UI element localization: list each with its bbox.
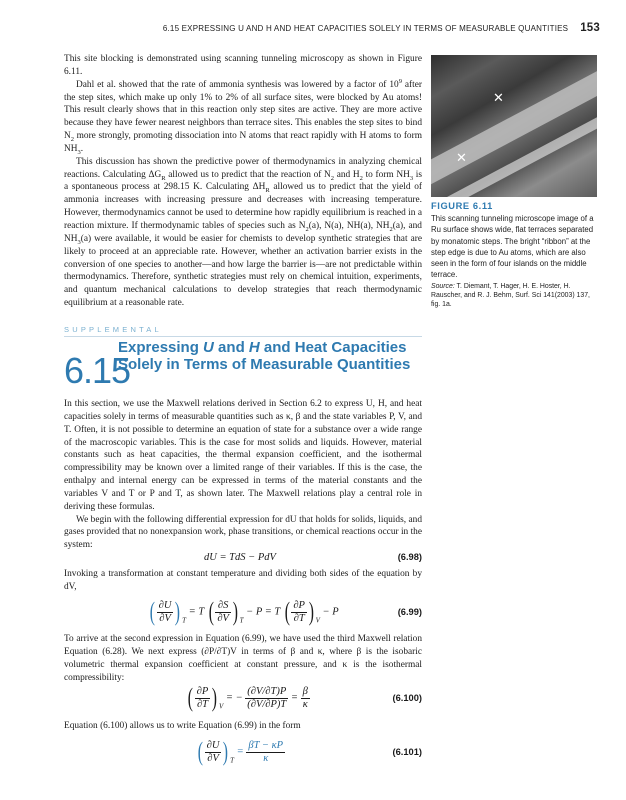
stm-image: [431, 55, 597, 197]
equation-number: (6.98): [397, 552, 422, 562]
paragraph-7: To arrive at the second expression in Equation (6.99), we have used the third Maxwell relation Equation (6.28). We next express (∂P/∂T)V in terms of β and κ, where β is the isobaric volumetric thermal expansion coefficient at constant pressure, and κ is the isothermal compressibility:: [64, 634, 422, 683]
figure-label: FIGURE 6.11: [431, 201, 493, 211]
paragraph-5: We begin with the following differential expression for dU that holds for solids, liquids, and gases provided that no nonexpansion work, phase transitions, or chemical reactions occur in the system:: [64, 514, 422, 551]
paragraph-3: This discussion has shown the predictive power of thermodynamics in analyzing chemical reactions. Calculating $\Delta G_R$ allowed us to predict that the reaction of $N_2$ and $H_2$ to form $NH_3$ is a spontaneous process at 298.15 K. Calculating $\Delta H_R$ allowed us to predict that the yield of ammonia increases with increasing pressure and decreases with increasing temperature. However, thermodynamics cannot be used to determine how rapidly equilibrium is reached in a reaction mixture. If thermodynamic tables of species such as $N_2(a)$, N(a), NH(a), $NH_2(a)$, and $NH_3(a)$ were available, it would be easier for chemists to develop synthetic strategies that are likely to proceed at an appreciable rate. However, whether an activation barrier exists in the conversion of one species to another—and how large the barrier is—are not predictable within thermodynamics. Therefore, synthetic strategies must rely on chemical intuition, experiments, and quantum mechanical calculations to develop strategies that reach thermodynamic equilibrium at a reasonable rate.: [64, 156, 422, 309]
equation-expression: ( $\frac{\partial P}{\partial T}$ ) $_V$ = − $\frac{(\partial V/\partial T)P}{(\partial V/\partial P)T}$ = $\frac{\beta}{\kappa}$: [187, 683, 308, 712]
equation-expression: ( $\frac{\partial U}{\partial V}$ ) $_T$ = $\frac{\beta T - \kappa P}{\kappa}$: [197, 737, 284, 766]
equation-number: (6.100): [392, 693, 422, 703]
section-title: Expressing U and H and Heat Capacities Solely in Terms of Measurable Quantities: [118, 339, 411, 373]
paragraph-8: Equation (6.100) allows us to write Equation (6.99) in the form: [64, 721, 301, 731]
equation-number: (6.99): [397, 607, 422, 617]
paragraph-4: In this section, we use the Maxwell relations derived in Section 6.2 to express U, H, and heat capacities solely in terms of measurable quantities such as κ, β and the state variables P, V, and T. Often, it is not possible to determine an equation of state for a substance over a wide range of the macroscopic variables. This is the case for most solids and liquids. However, material constants such as heat capacities, the thermal expansion coefficient, and the isothermal compressibility may be known over a limited range of their variables. If this is the case, the enthalpy and internal energy can be expressed in terms of the material constants and the variables V and T or P and T, as shown later. The Maxwell relations play a central role in deriving these formulas.: [64, 399, 422, 512]
top-text-block: [64, 53, 422, 310]
equation-expression: dU = TdS − PdV: [204, 552, 276, 563]
au-island-marker: ✕: [456, 151, 467, 166]
paragraph-8-block: [64, 720, 422, 733]
figure-caption: [431, 201, 601, 310]
supplemental-label: SUPPLEMENTAL: [64, 325, 422, 337]
paragraph-6-block: [64, 568, 422, 594]
paragraph-1: This site blocking is demonstrated using scanning tunneling microscopy as shown in Figure 6.11.: [64, 54, 422, 77]
figure-caption-text: This scanning tunneling microscope image of a Ru surface shows wide, flat terraces separated by monatomic steps. The bright “ribbon” at the step edge is due to Au atoms, which are also seen in the form of four islands on the middle terrace.: [431, 214, 594, 280]
paragraph-2: Dahl et al. showed that the rate of ammonia synthesis was lowered by a factor of $10^9$ after the step sites, which make up only 1% to 2% of all surface sites, were blocked by Au atoms! This result clearly shows that in this reaction only step sites are active. They are more active because they have fewer nearest neighbors than terrace sites. This enables the step sites to bind $N_2$ more strongly, promoting dissociation into N atoms that react rapidly with H atoms to form $NH_3$.: [64, 77, 422, 156]
equation-6-101: [64, 737, 422, 773]
equation-expression: ( $\frac{\partial U}{\partial V}$ ) $_T$ = T ( $\frac{\partial S}{\partial V}$ ) $_T$ − P = T ( $\frac{\partial P}{\partial T}$ ) $_V$ − P: [149, 597, 339, 626]
equation-6-99: [64, 597, 422, 633]
section-number: 6.15: [64, 350, 131, 391]
paragraph-7-block: [64, 633, 422, 684]
equation-6-100: [64, 683, 422, 719]
page-number: 153: [580, 22, 600, 34]
equation-number: (6.101): [392, 747, 422, 757]
section-body: [64, 398, 422, 552]
paragraph-6: Invoking a transformation at constant temperature and dividing both sides of the equation by dV,: [64, 569, 422, 592]
au-island-marker: ✕: [493, 91, 504, 106]
running-head-title: 6.15 EXPRESSING U AND H AND HEAT CAPACITIES SOLELY IN TERMS OF MEASURABLE QUANTITIES: [162, 24, 569, 33]
running-head: [64, 22, 600, 34]
figure-source: Source: T. Diemant, T. Hager, H. E. Hoster, H. Rauscher, and R. J. Behm, Surf. Sci 141(2003) 137, fig. 1a.: [431, 282, 590, 309]
